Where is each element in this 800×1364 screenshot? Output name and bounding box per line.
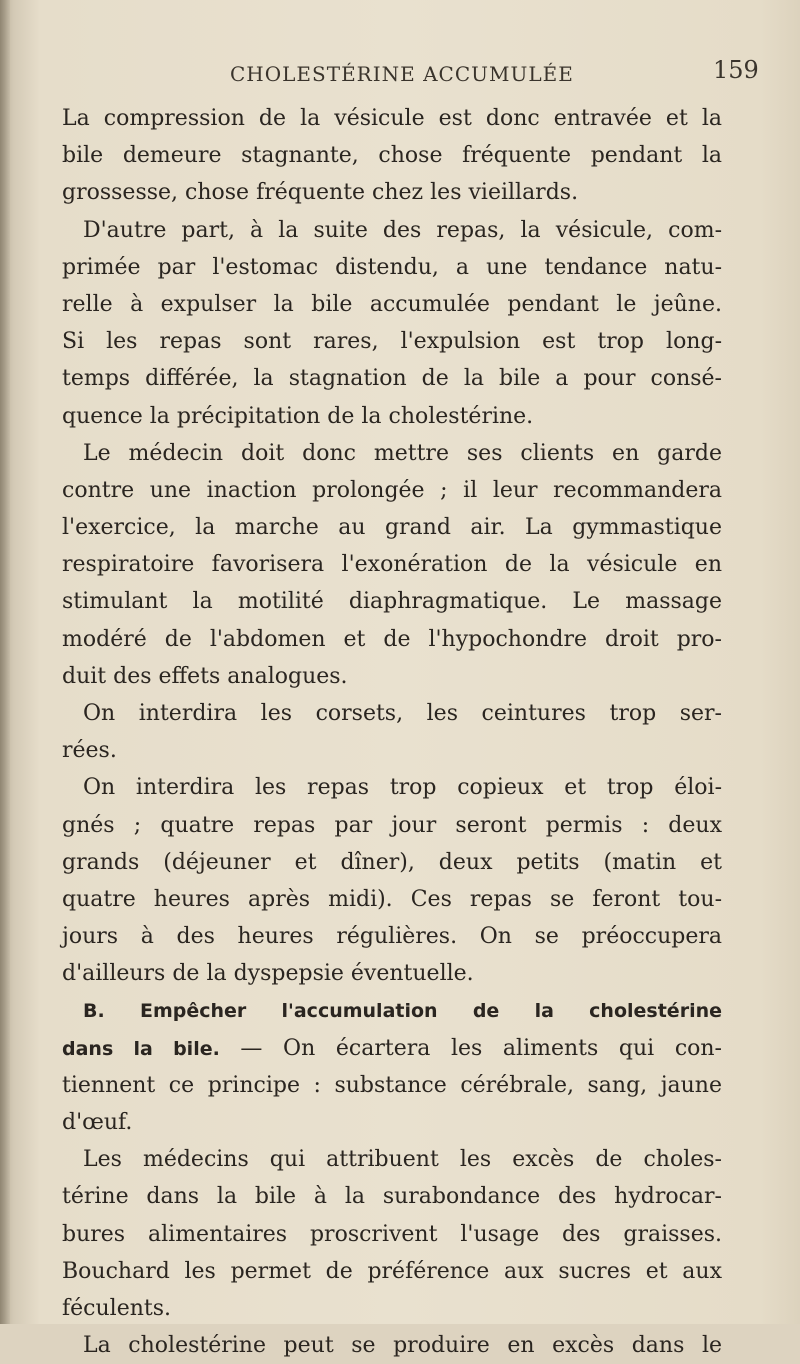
text-line: tiennent ce principe : substance cérébrale, sang, jaune	[62, 1072, 722, 1098]
text-line: quatre heures après midi). Ces repas se feront tou-	[62, 886, 722, 912]
text-line: l'exercice, la marche au grand air. La gymmastique	[62, 515, 722, 541]
text-line: On interdira les repas trop copieux et trop éloi-	[83, 775, 722, 801]
text-line: primée par l'estomac distendu, a une tendance natu-	[62, 254, 722, 280]
text-line: féculents.	[62, 1296, 172, 1321]
text-line: relle à expulser la bile accumulée pendant le jeûne.	[62, 291, 722, 317]
section-heading: B. Empêcher l'accumulation de la cholestérine	[83, 999, 722, 1022]
text-line: duit des effets analogues.	[62, 663, 348, 689]
text-line: modéré de l'abdomen et de l'hypochondre droit pro-	[62, 626, 722, 652]
text-line: La compression de la vésicule est donc entravée et la	[62, 106, 722, 131]
text-line: d'ailleurs de la dyspepsie éventuelle.	[62, 961, 474, 987]
section-heading-continued	[62, 1030, 722, 1067]
text-line: grossesse, chose fréquente chez les vieillards.	[62, 180, 579, 206]
text-line: contre une inaction prolongée ; il leur recommandera	[62, 477, 722, 503]
text-line: Le médecin doit donc mettre ses clients en garde	[83, 440, 722, 466]
text-line: gnés ; quatre repas par jour seront permis : deux	[62, 812, 722, 838]
text-line: respiratoire favorisera l'exonération de la vésicule en	[62, 552, 722, 578]
text-line: bures alimentaires proscrivent l'usage des graisses.	[62, 1221, 722, 1247]
text-line: Si les repas sont rares, l'expulsion est trop long-	[62, 329, 722, 355]
text-line: jours à des heures régulières. On se préoccupera	[62, 924, 722, 950]
text-line: On interdira les corsets, les ceintures trop ser-	[83, 701, 722, 726]
page-number: 159	[713, 56, 759, 84]
section-text: — On écartera les aliments qui con-	[219, 1035, 722, 1061]
text-line: quence la précipitation de la cholestérine.	[62, 403, 534, 429]
text-line: stimulant la motilité diaphragmatique. Le massage	[62, 589, 722, 615]
section-heading-bold: dans la bile.	[62, 1037, 220, 1060]
text-line: La cholestérine peut se produire en excès dans le	[83, 1333, 722, 1359]
text-line: térine dans la bile à la surabondance des hydrocar-	[62, 1184, 722, 1210]
body-text	[62, 100, 722, 1364]
text-line: grands (déjeuner et dîner), deux petits (matin et	[62, 849, 722, 875]
text-line: rées.	[62, 738, 117, 764]
text-line: temps différée, la stagnation de la bile a pour consé-	[62, 366, 722, 392]
text-line: Les médecins qui attribuent les excès de choles-	[83, 1147, 722, 1173]
running-head: CHOLESTÉRINE ACCUMULÉE	[230, 62, 574, 86]
text-line: D'autre part, à la suite des repas, la vésicule, com-	[83, 217, 722, 243]
text-line: bile demeure stagnante, chose fréquente pendant la	[62, 143, 722, 169]
text-line: Bouchard les permet de préférence aux sucres et aux	[62, 1258, 722, 1284]
text-line: d'œuf.	[62, 1110, 133, 1136]
page-gutter-shadow	[0, 0, 10, 1324]
